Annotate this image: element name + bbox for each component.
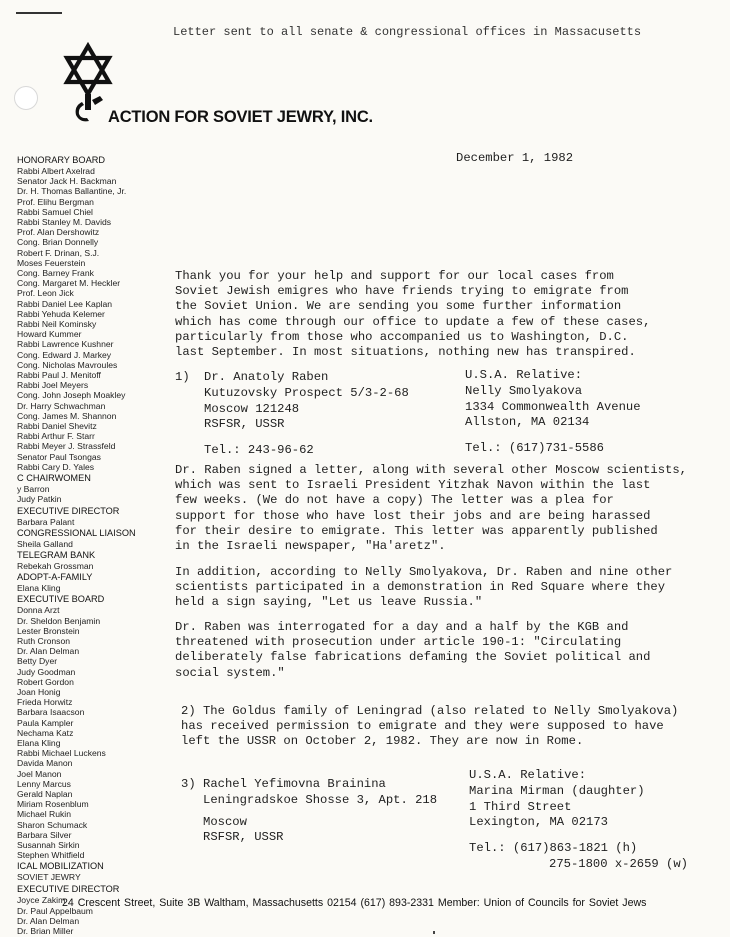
sidebar-board-list — [17, 155, 167, 937]
case-3-street: Leningradskoe Shosse 3, Apt. 218 — [203, 792, 438, 807]
sidebar-name: Cong. John Joseph Moakley — [17, 390, 126, 401]
case-1-name: Dr. Anatoly Raben — [204, 370, 329, 384]
sidebar-name: Rabbi Michael Luckens — [17, 748, 106, 759]
sidebar-name: Senator Paul Tsongas — [17, 451, 101, 462]
case-3-number: 3) — [181, 777, 196, 791]
sidebar-name: Gerald Naplan — [17, 788, 73, 799]
case-3-relative-label: U.S.A. Relative: — [469, 768, 587, 782]
sidebar-name: Rabbi Paul J. Menitoff — [17, 370, 101, 381]
case-1-relative-name: Nelly Smolyakova — [465, 383, 583, 398]
intro-paragraph: Thank you for your help and support for our local cases from Soviet Jewish emigres who have friends trying to emigrate from the Soviet Union. We are sending you some further information which has come through our office to update a few of these cases, particularly from those who accompanied us to Washington, D.C. last September. In most situations, nothing new has transpired. — [175, 269, 651, 360]
sidebar-name: Sheila Galland — [17, 538, 73, 549]
sidebar-name: Joan Honig — [17, 686, 61, 697]
sidebar-name: Robert F. Drinan, S.J. — [17, 247, 100, 258]
sidebar-name: Rabbi Neil Kominsky — [17, 319, 97, 330]
sidebar-name: Rabbi Joel Meyers — [17, 380, 89, 391]
sidebar-name: Cong. Margaret M. Heckler — [17, 278, 121, 289]
sidebar-section-title: EXECUTIVE DIRECTOR — [17, 505, 120, 516]
sidebar-name: Dr. Brian Miller — [17, 926, 74, 937]
sidebar-name: Joyce Zakim — [17, 894, 66, 905]
sidebar-name: Rabbi Arthur F. Starr — [17, 431, 95, 442]
sidebar-name: Rabbi Samuel Chiel — [17, 206, 93, 217]
page-mark — [433, 931, 435, 934]
sidebar-name: Dr. H. Thomas Ballantine, Jr. — [17, 186, 127, 197]
case-1-relative-tel: Tel.: (617)731-5586 — [465, 441, 604, 456]
sidebar-name: Rebekah Grossman — [17, 560, 94, 571]
sidebar-name: Rabbi Yehuda Kelemer — [17, 308, 105, 319]
organization-name: ACTION FOR SOVIET JEWRY, INC. — [108, 108, 373, 126]
sidebar-name: Cong. Barney Frank — [17, 268, 94, 279]
case-1-relative-label: U.S.A. Relative: — [465, 368, 583, 382]
sidebar-name: Elana Kling — [17, 737, 61, 748]
case-3-address — [203, 777, 437, 846]
sidebar-name: Sharon Schumack — [17, 819, 88, 830]
sidebar-name: Prof. Elihu Bergman — [17, 196, 94, 207]
sidebar-name: Betty Dyer — [17, 656, 58, 667]
sidebar-name: Rabbi Daniel Shevitz — [17, 421, 97, 432]
sidebar-name: Cong. Edward J. Markey — [17, 349, 112, 360]
case-3-name: Rachel Yefimovna Brainina — [203, 777, 386, 791]
sidebar-name: Stephen Whitfield — [17, 850, 85, 861]
raben-paragraph-3: Dr. Raben was interrogated for a day and a half by the KGB and threatened with prosecution under article 190-1: "Circulating deliberately false fabrications defaming the Soviet political and social system." — [175, 620, 651, 680]
goldus-paragraph: 2) The Goldus family of Leningrad (also related to Nelly Smolyakova) has received permission to emigrate and they were supposed to have left the USSR on October 2, 1982. They are now in Rome. — [181, 704, 679, 749]
sidebar-name: Rabbi Daniel Lee Kaplan — [17, 298, 113, 309]
sidebar-name: Cong. Brian Donnelly — [17, 237, 99, 248]
sidebar-name: Joel Manon — [17, 768, 62, 779]
case-1-street: Kutuzovsky Prospect 5/3-2-68 — [204, 385, 409, 400]
case-3-relative-tel: Tel.: (617)863-1821 (h) — [469, 841, 638, 856]
sidebar-name: Judy Goodman — [17, 666, 76, 677]
case-3-relative-city: Lexington, MA 02173 — [469, 815, 608, 830]
sidebar-name: Michael Rukin — [17, 809, 71, 820]
sidebar-section-title: TELEGRAM BANK — [17, 549, 96, 560]
case-1-tel: Tel.: 243-96-62 — [204, 443, 314, 458]
sidebar-name: Rabbi Cary D. Yales — [17, 461, 95, 472]
case-1-relative-city: Allston, MA 02134 — [465, 415, 590, 430]
sidebar-name: Donna Arzt — [17, 605, 60, 616]
sidebar-name: Dr. Alan Delman — [17, 646, 80, 657]
sidebar-name: SOVIET JEWRY — [17, 872, 81, 883]
raben-paragraph-1: Dr. Raben signed a letter, along with several other Moscow scientists, which was sent to Israeli President Yitzhak Navon within the last few weeks. (We do not have a copy) The letter was a plea for support for those who have lost their jobs and are being harassed for their desire to emigrate. This letter was apparently published in the Israeli newspaper, "Ha'aretz". — [175, 463, 687, 554]
sidebar-name: Frieda Horwitz — [17, 697, 73, 708]
raben-paragraph-2: In addition, according to Nelly Smolyakova, Dr. Raben and nine other scientists participated in a demonstration in Red Square where they held a sign saying, "Let us leave Russia." — [175, 565, 673, 610]
sidebar-name: Davida Manon — [17, 758, 73, 769]
case-3-city: Moscow — [203, 814, 247, 829]
sidebar-name: Dr. Alan Delman — [17, 916, 80, 926]
letterhead-footer: 24 Crescent Street, Suite 3B Waltham, Massachusetts 02154 (617) 893-2331 Member: Union of Councils for Soviet Jews — [62, 897, 647, 909]
top-rule — [16, 12, 62, 14]
sidebar-name: Barbara Isaacson — [17, 707, 85, 718]
sidebar-name: Rabbi Albert Axelrad — [17, 166, 95, 176]
case-1-country: RSFSR, USSR — [204, 417, 285, 432]
case-1-number: 1) — [175, 370, 190, 384]
sidebar-name: Cong. Nicholas Mavroules — [17, 359, 118, 370]
sidebar-name: Miriam Rosenblum — [17, 799, 89, 810]
sidebar-name: Senator Jack H. Backman — [17, 176, 117, 187]
sidebar-name: Lenny Marcus — [17, 778, 71, 789]
case-1-city: Moscow 121248 — [204, 401, 300, 416]
sidebar-name: Barbara Palant — [17, 516, 75, 527]
sidebar-name: Dr. Sheldon Benjamin — [17, 615, 101, 626]
sidebar-name: Susannah Sirkin — [17, 839, 80, 850]
sidebar-section-title: ICAL MOBILIZATION — [17, 861, 104, 872]
sidebar-name: Rabbi Stanley M. Davids — [17, 217, 112, 228]
sidebar-name: Howard Kummer — [17, 329, 82, 340]
sidebar-section-title: EXECUTIVE BOARD — [17, 594, 105, 605]
case-1-address — [204, 370, 409, 459]
case-1-relative — [465, 368, 641, 457]
case-3-relative-street: 1 Third Street — [469, 799, 572, 814]
sidebar-section-title: C CHAIRWOMEN — [17, 473, 91, 484]
sidebar-name: Robert Gordon — [17, 676, 74, 687]
sidebar-name: Rabbi Meyer J. Strassfeld — [17, 441, 116, 452]
sidebar-section-title: HONORARY BOARD — [17, 155, 105, 165]
sidebar-name: Nechama Katz — [17, 727, 74, 738]
header-note: Letter sent to all senate & congressional offices in Massacusetts — [173, 25, 642, 39]
sidebar-name: Elana Kling — [17, 583, 61, 594]
sidebar-section-title: ADOPT-A-FAMILY — [17, 572, 93, 583]
sidebar-section-title: CONGRESSIONAL LIAISON — [17, 527, 136, 538]
sidebar-name: Moses Feuerstein — [17, 257, 86, 268]
case-3-relative-name: Marina Mirman (daughter) — [469, 783, 645, 798]
case-3-country: RSFSR, USSR — [203, 830, 284, 845]
sidebar-name: Judy Patkin — [17, 494, 62, 505]
sidebar-name: Prof. Leon Jick — [17, 288, 74, 299]
sidebar-name: Barbara Silver — [17, 829, 72, 840]
case-1-relative-street: 1334 Commonwealth Avenue — [465, 399, 641, 414]
sidebar-name: Ruth Cronson — [17, 635, 71, 646]
sidebar-name: Lester Bronstein — [17, 625, 80, 636]
sidebar-name: Paula Kampler — [17, 717, 74, 728]
case-3-relative-tel-2: 275-1800 x-2659 (w) — [549, 856, 688, 871]
sidebar-name: Cong. James M. Shannon — [17, 410, 117, 421]
sidebar-name: Dr. Harry Schwachman — [17, 400, 106, 411]
sidebar-name: Prof. Alan Dershowitz — [17, 227, 100, 238]
sidebar-name: y Barron — [17, 484, 50, 495]
sidebar-section-title: EXECUTIVE DIRECTOR — [17, 883, 120, 894]
sidebar-name: Rabbi Lawrence Kushner — [17, 339, 114, 350]
letter-date: December 1, 1982 — [456, 151, 574, 165]
sidebar-name: Dr. Paul Appelbaum — [17, 905, 93, 916]
case-3-relative — [469, 768, 688, 873]
punch-hole — [14, 86, 38, 110]
